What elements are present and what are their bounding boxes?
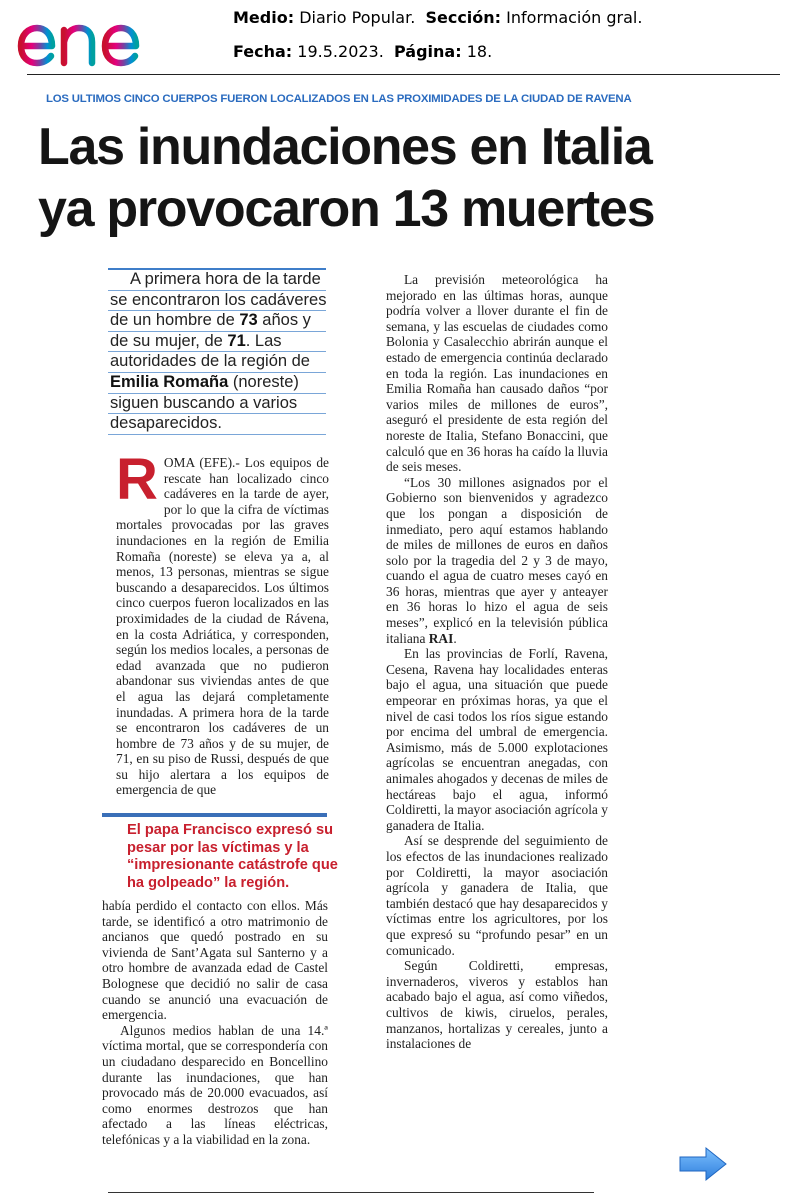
column-2 xyxy=(386,272,608,1052)
lead-line xyxy=(108,332,326,353)
pullquote-line: pesar por las víctimas y la xyxy=(127,839,309,856)
lead-line: autoridades de la región de xyxy=(108,352,326,373)
footer-divider xyxy=(108,1192,594,1193)
header-divider xyxy=(27,74,780,75)
column-1-top xyxy=(116,447,329,798)
body-paragraph xyxy=(386,475,608,647)
body-paragraph: había perdido el contacto con ellos. Más tarde, se identificó a otro matrimonio de ancianos que quedó postrado en su vivienda de Sant’Agata sul Santerno y a otro hombre de avanzada edad de Castel Bolognese que decidió no salir de casa cuando se anunció una evacuación de emergencia. xyxy=(102,898,328,1023)
date-line xyxy=(233,42,492,61)
lead-number: 73 xyxy=(239,311,258,330)
medio-value: Diario Popular. xyxy=(299,8,416,27)
lead-text: (noreste) xyxy=(228,372,299,391)
pagina-value: 18. xyxy=(466,42,493,61)
lead-line: siguen buscando a varios xyxy=(108,394,326,415)
pullquote-line: “impresionante catástrofe que xyxy=(127,857,338,873)
lead-line: desaparecidos. xyxy=(108,414,326,435)
arrow-right-icon[interactable] xyxy=(678,1146,728,1182)
fecha-value: 19.5.2023. xyxy=(297,42,384,61)
seccion-value: Información gral. xyxy=(506,8,643,27)
body-paragraph: Algunos medios hablan de una 14.ª víctima mortal, que se correspondería con un ciudadano desparecido en Boncellino durante las inundaciones, que han provocado más de 20.000 evacuados, así como enormes destrozos que han afectado a las líneas eléctricas, telefónicas y a la viabilidad en la zona. xyxy=(102,1022,328,1147)
article-title xyxy=(38,116,778,240)
source-line xyxy=(233,8,642,27)
quote-end: . xyxy=(453,630,457,646)
lead-line: se encontraron los cadáveres xyxy=(108,291,326,312)
enel-logo xyxy=(16,4,186,74)
lead-text: años y xyxy=(257,311,311,330)
drop-cap: R xyxy=(116,447,158,512)
lead-number: 71 xyxy=(227,331,246,350)
lead-summary xyxy=(108,268,326,435)
quote-text: “Los 30 millones asignados por el Gobierno son bienvenidos y agradezco que los pongan a disposición de inmediato, pero aquí estamos hablando de miles de millones de euros en daños solo por la tragedia del 2 y 3 de mayo, cuando el agua de cuatro meses cayó en 36 horas, mientras que ayer y anteayer en 36 horas lo hizo el agua de seis meses”, explicó en la televisión pública italiana xyxy=(386,474,608,646)
pagina-label: Página: xyxy=(393,42,462,61)
medio-label: Medio: xyxy=(233,8,295,27)
seccion-label: Sección: xyxy=(425,8,502,27)
body-paragraph: Según Coldiretti, empresas, invernaderos, viveros y establos han acabado bajo el agua, así como viñedos, cultivos de kiwis, ciruelos, perales, manzanos, hortalizas y cereales, junto a instalaciones de xyxy=(386,958,608,1052)
body-paragraph: OMA (EFE).- Los equipos de rescate han localizado cinco cadáveres en la tarde de ayer, por lo que la cifra de víctimas mortales provocadas por las graves inundaciones en la región de Emilia Romaña (noreste) se eleva ya a, al menos, 13 personas, mientras se sigue buscando a desaparecidos. Los últimos cinco cuerpos fueron localizados en las proximidades de la ciudad de Rávena, en la costa Adriática, y corresponden, según los medios locales, a personas de edad avanzada que no pudieron abandonar sus viviendas antes de que el agua las dejará completamente inundadas. A primera hora de la tarde se encontraron los cadáveres de un hombre de 73 años y de su mujer, de 71, en su piso de Russi, después de que su hijo alertara a los equipos de emergencia de que xyxy=(116,455,329,798)
body-paragraph: La previsión meteorológica ha mejorado en las últimas horas, aunque podría volver a llover durante el fin de semana, y las escuelas de ciudades como Bolonia y Casalecchio abrirán aunque el estado de emergencia continúa declarado en toda la región. Las inundaciones en Emilia Romaña han causado daños “por varios miles de millones de euros”, aseguró el presidente de esta región del noreste de Italia, Stefano Bonaccini, que calculó que en 36 horas ha caído la lluvia de seis meses. xyxy=(386,272,608,475)
lead-text: de un hombre de xyxy=(110,311,240,330)
body-paragraph: En las provincias de Forlí, Ravena, Cesena, Ravena hay localidades enteras bajo el agua, una situación que puede empeorar en próximas horas, ya que el nivel de casi todos los ríos sigue estando por encima del umbral de emergencia. Asimismo, más de 5.000 explotaciones agrícolas se encuentran anegadas, con animales ahogados y decenas de miles de hectáreas bajo el agua, informó Coldiretti, la mayor asociación agrícola y ganadera de Italia. xyxy=(386,646,608,833)
column-1-bottom xyxy=(102,898,328,1148)
lead-region: Emilia Romaña xyxy=(110,372,229,391)
pull-quote xyxy=(127,822,338,892)
body-paragraph: Así se desprende del seguimiento de los efectos de las inundaciones realizado por Coldiretti, la mayor asociación agrícola y ganadera de Italia, que también destacó que hay desaparecidos y víctimas entre los agricultores, por los que expresó su “profundo pesar” en un comunicado. xyxy=(386,833,608,958)
lead-line xyxy=(108,373,326,394)
kicker: LOS ULTIMOS CINCO CUERPOS FUERON LOCALIZADOS EN LAS PROXIMIDADES DE LA CIUDAD DE RAVENA xyxy=(46,93,632,105)
title-line-1: Las inundaciones en Italia xyxy=(38,118,652,176)
fecha-label: Fecha: xyxy=(233,42,293,61)
broadcaster-name: RAI xyxy=(428,630,454,646)
lead-text: de su mujer, de xyxy=(110,331,228,350)
pullquote-rule xyxy=(102,813,327,817)
lead-line: A primera hora de la tarde xyxy=(108,268,326,291)
lead-text: . Las xyxy=(245,331,282,350)
pullquote-line: ha golpeado” la región. xyxy=(127,874,290,891)
title-line-2: ya provocaron 13 muertes xyxy=(38,180,655,238)
pullquote-line: El papa Francisco expresó su xyxy=(127,822,334,838)
lead-line xyxy=(108,311,326,332)
